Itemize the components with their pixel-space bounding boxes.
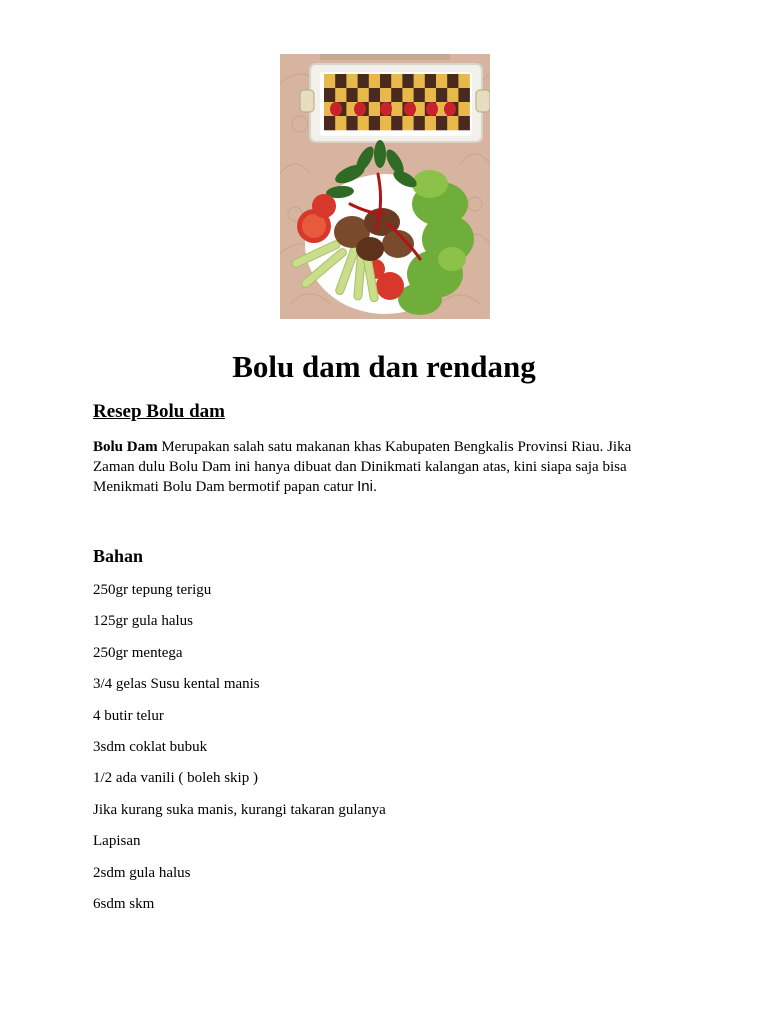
cake-square [402,88,414,102]
cake-square [414,74,426,88]
cake-square [458,102,470,116]
ingredient-item: 4 butir telur [93,707,164,724]
cake-square [369,116,381,130]
cake-square [458,116,470,130]
strawberry [380,102,392,116]
cake-square [324,74,336,88]
ingredient-item: 250gr mentega [93,644,183,661]
cake-square [380,88,392,102]
intro-line-3 [93,477,673,497]
cake-square [402,116,414,130]
food-photo-image [280,54,490,319]
ingredient-item: 125gr gula halus [93,613,193,630]
cake-square [447,88,459,102]
cake-square [458,88,470,102]
strawberry [426,102,438,116]
ingredient-item: 1/2 ada vanili ( boleh skip ) [93,770,258,787]
strawberry [330,102,342,116]
intro-line-1 [93,437,673,457]
cake-square [358,116,370,130]
cake-square [380,116,392,130]
ingredient-item: 250gr tepung terigu [93,582,212,598]
cake-square [402,74,414,88]
document-title: Bolu dam dan rendang [232,349,536,384]
cake-square [425,116,437,130]
cake-square [436,88,448,102]
ingredients-list [93,580,386,925]
intro-paragraph [93,437,673,497]
cake-square [369,102,381,116]
ingredient-item: 6sdm skm [93,895,155,912]
ingredient-item: Jika kurang suka manis, kurangi takaran gulanya [93,801,386,818]
intro-text-3: Menikmati Bolu Dam bermotif papan catur [93,479,358,495]
cake-square [391,74,403,88]
cake-square [458,74,470,88]
cake-square [324,88,336,102]
recipe-heading: Resep Bolu dam [93,401,225,422]
cake-square [436,116,448,130]
cake-square [369,88,381,102]
cake-square [335,74,347,88]
intro-line-2: Zaman dulu Bolu Dam ini hanya dibuat dan Dinikmati kalangan atas, kini siapa saja bisa [93,459,627,475]
intro-lead: Bolu Dam [93,439,158,455]
cake-square [425,88,437,102]
cake-square [358,88,370,102]
cake-square [391,116,403,130]
cake-square [414,88,426,102]
strawberry [354,102,366,116]
cake-square [346,88,358,102]
cake-square [425,74,437,88]
cake-square [358,74,370,88]
strawberry [404,102,416,116]
ingredient-item: 3sdm coklat bubuk [93,738,208,755]
ingredient-item: 2sdm gula halus [93,864,191,881]
ingredient-item: 3/4 gelas Susu kental manis [93,676,260,693]
ingredients-heading: Bahan [93,546,144,566]
ingredient-item: Lapisan [93,833,141,850]
cake-square [369,74,381,88]
food-photo [280,54,490,319]
cake-square [414,116,426,130]
strawberry [444,102,456,116]
bolu-dam-cake [324,74,470,130]
cake-square [346,116,358,130]
cake-square [436,74,448,88]
cake-square [346,74,358,88]
intro-text-end: Ini. [357,478,378,495]
cake-square [391,88,403,102]
lace-strip [320,54,450,60]
intro-text-1: Merupakan salah satu makanan khas Kabupaten Bengkalis Provinsi Riau. Jika [157,439,632,455]
cake-square [380,74,392,88]
cake-square [335,116,347,130]
cake-square [335,88,347,102]
cake-square [447,116,459,130]
cake-square [324,116,336,130]
cake-square [391,102,403,116]
cake-square [447,74,459,88]
